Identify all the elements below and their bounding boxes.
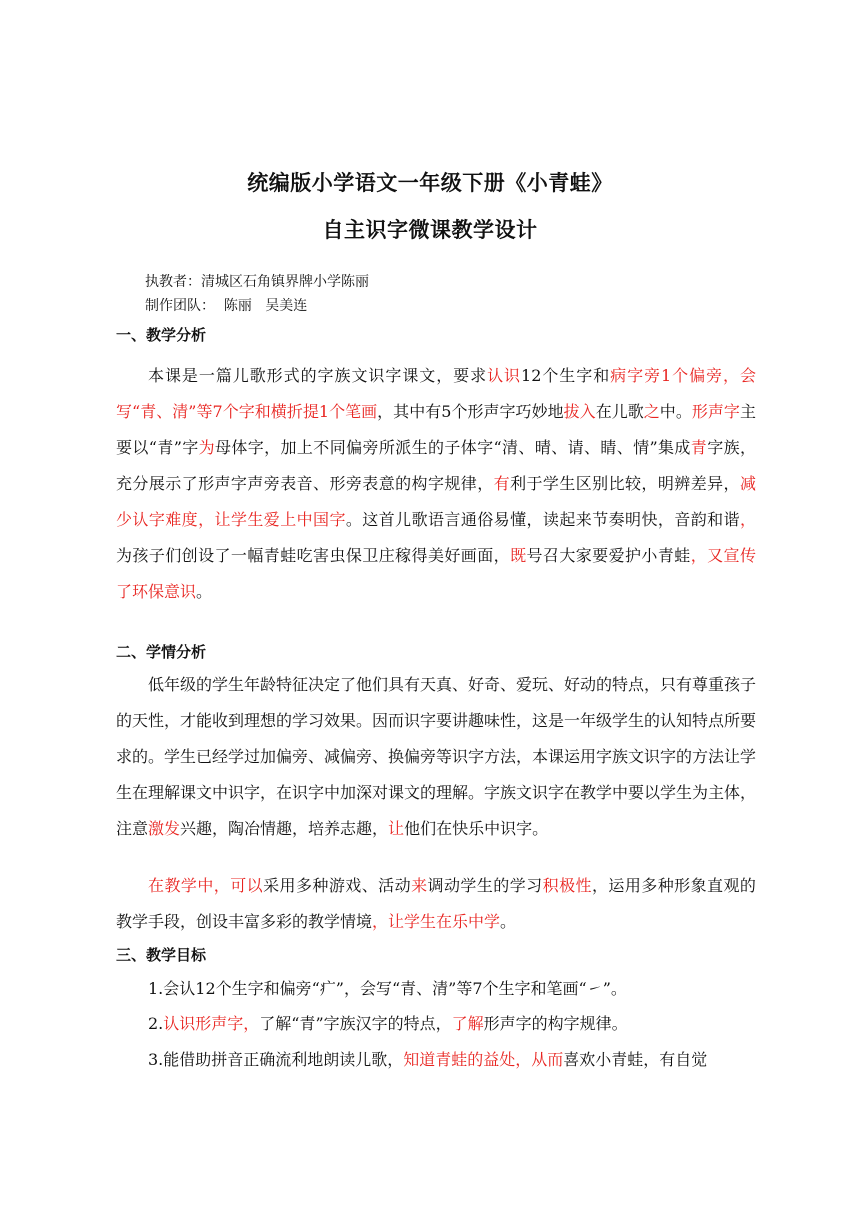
highlighted-text: 让 (388, 819, 405, 838)
highlighted-text: ， (739, 510, 756, 529)
learner-paragraph-2 (116, 868, 756, 940)
body-text: 。 (500, 912, 517, 931)
body-text: 喜欢小青蛙，有自觉 (563, 1050, 708, 1069)
learner-paragraph-1 (116, 667, 756, 847)
highlighted-text: 在教学中，可以 (148, 876, 264, 895)
highlighted-text: ，让学生在乐中学 (372, 912, 501, 931)
body-text: 为孩子们创设了一幅青蛙吃害虫保卫庄稼得美好画面， (116, 546, 511, 565)
body-text: 母体字，加上不同偏旁所派生的子体字“清、晴、请、睛、情”集成 (215, 438, 691, 457)
body-text: 3.能借助拼音正确流利地朗读儿歌， (148, 1050, 404, 1069)
body-text: 在儿歌 (595, 402, 644, 421)
body-text: 利于学生区别比较，明辨差异， (510, 474, 740, 493)
body-text: 形声字的构字规律。 (483, 1014, 628, 1033)
body-text: 主要以“青”字 (116, 402, 756, 457)
highlighted-text: 知道青蛙的益处，从而 (403, 1050, 564, 1069)
document-subtitle: 自主识字微课教学设计 (322, 218, 538, 242)
highlighted-text: 既 (510, 546, 527, 565)
body-text: 。 (196, 582, 213, 601)
highlighted-text: 积极性 (542, 876, 592, 895)
highlighted-text: 形声字 (691, 402, 740, 421)
goal-item-2 (116, 1006, 756, 1042)
section-heading-analysis: 一、教学分析 (116, 326, 207, 344)
body-text: 号召大家要爱护小青蛙 (526, 546, 691, 565)
section-heading-goals: 三、教学目标 (116, 946, 207, 964)
highlighted-text: 为 (198, 438, 216, 457)
highlighted-text: 病字旁1个偏旁，会写“青、清”等7个字和横折提1个笔画 (116, 366, 756, 421)
highlighted-text: 认识 (487, 366, 522, 385)
highlighted-text: 有 (493, 474, 511, 493)
highlighted-text: 认识形声字， (163, 1014, 260, 1033)
analysis-paragraph (116, 358, 756, 610)
highlighted-text: 激发 (148, 819, 181, 838)
body-text: 。这首儿歌语言通俗易懂，读起来节奏明快，音韵和谐 (345, 510, 740, 529)
body-text: 他们在快乐中识字。 (404, 819, 549, 838)
document-title: 统编版小学语文一年级下册《小青蛙》 (247, 171, 613, 195)
body-text: 12个生字和 (521, 366, 611, 385)
highlighted-text: 来 (411, 876, 428, 895)
highlighted-text: 拔入 (563, 402, 596, 421)
body-text: 1.会认12个生字和偏旁“疒”，会写“青、清”等7个生字和笔画“㇀”。 (148, 979, 627, 998)
highlighted-text: 之 (643, 402, 660, 421)
body-text: ，运用多种形象直观的教学手段，创设丰富多彩的教学情境 (116, 876, 756, 931)
body-text: ，其中有5个形声字巧妙地 (377, 402, 564, 421)
body-text: 了解“青”字族汉字的特点， (259, 1014, 452, 1033)
section-heading-learner: 二、学情分析 (116, 643, 207, 661)
body-text: 中。 (659, 402, 692, 421)
body-text: 调动学生的学习 (427, 876, 543, 895)
body-text: 本课是一篇儿歌形式的字族文识字课文，要求 (148, 366, 488, 385)
teacher-line: 执教者：清城区石角镇界牌小学陈丽 (145, 274, 369, 290)
highlighted-text: 青 (690, 438, 708, 457)
body-text: 字族，充分展示了形声字声旁表音、形旁表意的构字规律， (116, 438, 756, 493)
body-text: 低年级的学生年龄特征决定了他们具有天真、好奇、爱玩、好动的特点，只有尊重孩子的天性，才能收到理想的学习效果。因而识字要讲趣味性，这是一年级学生的认知特点所要求的。学生已经学过加偏旁、减偏旁、换偏旁等识字方法，本课运用字族文识字的方法让学生在理解课文中识字，在识字中加深对课文的理解。字族文识字在教学中要以学生为主体，注意 (116, 675, 757, 838)
body-text: 采用多种游戏、活动 (263, 876, 412, 895)
body-text: 2. (148, 1014, 164, 1033)
highlighted-text: ，又宣传了环保意识 (116, 546, 756, 601)
goal-item-1 (116, 971, 756, 1007)
highlighted-text: 减少认字难度，让学生爱上中国字 (116, 474, 756, 529)
goal-item-3 (116, 1042, 756, 1078)
team-line: 制作团队： 陈丽 吴美连 (145, 298, 308, 314)
body-text: 兴趣，陶冶情趣，培养志趣， (180, 819, 389, 838)
highlighted-text: 了解 (451, 1014, 484, 1033)
